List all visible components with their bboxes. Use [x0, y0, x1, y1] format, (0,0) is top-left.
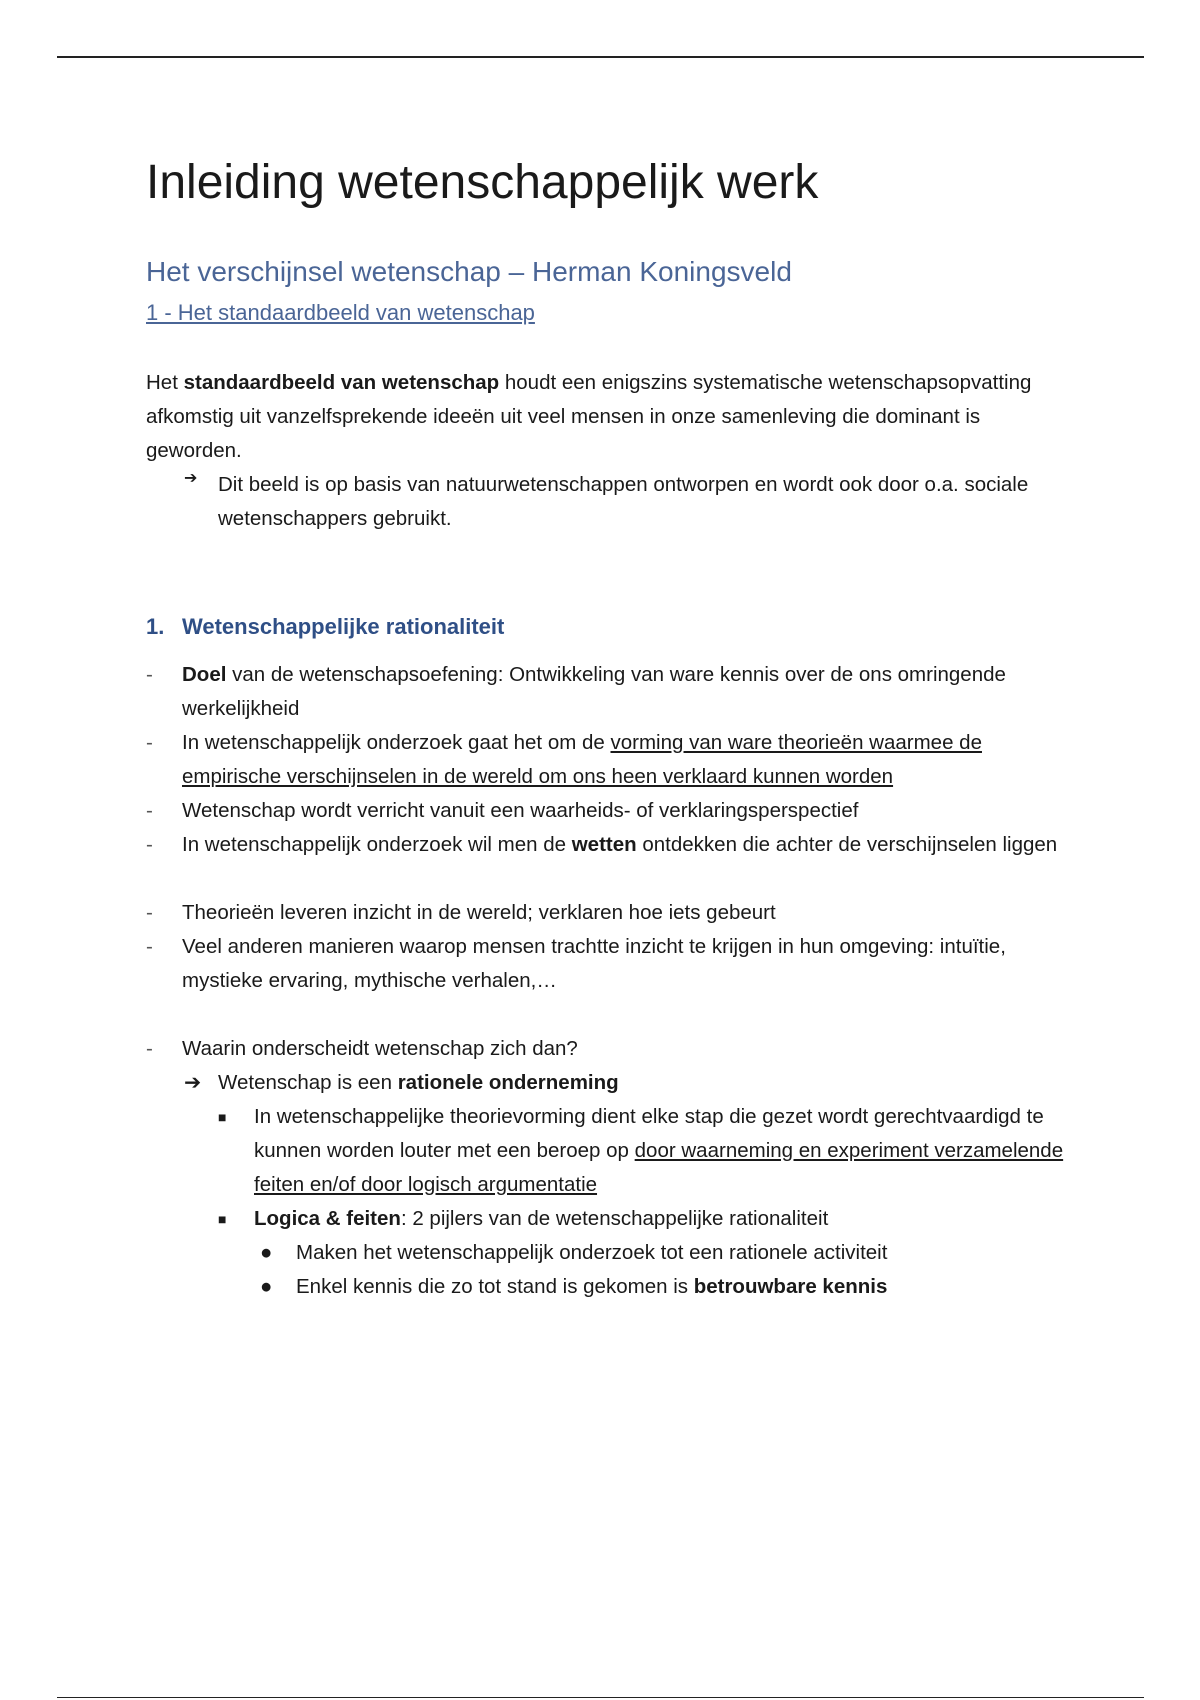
list-item: - In wetenschappelijk onderzoek gaat het om de vorming van ware theorieën waarmee de empirische verschijnselen in de wereld om ons heen verklaard kunnen worden: [146, 726, 1066, 794]
footer-rule: [57, 1697, 1144, 1698]
intro-arrow-item: ➔ Dit beeld is op basis van natuurwetenschappen ontworpen en wordt ook door o.a. sociale wetenschappers gebruikt.: [184, 468, 1066, 536]
intro-paragraph: Het standaardbeeld van wetenschap houdt een enigszins systematische wetenschapsopvatting afkomstig uit vanzelfsprekende ideeën uit veel mensen in onze samenleving die dominant is geworden.: [146, 370, 1032, 462]
list-item: - Wetenschap wordt verricht vanuit een waarheids- of verklaringsperspectief: [146, 794, 1066, 828]
square-bullet-icon: ■: [218, 1108, 227, 1125]
square-bullet-icon: ■: [218, 1210, 227, 1227]
document-subtitle: Het verschijnsel wetenschap – Herman Koningsveld: [146, 255, 792, 287]
header-rule: [57, 56, 1144, 58]
list-item: ■ Logica & feiten: 2 pijlers van de wetenschappelijke rationaliteit: [218, 1202, 1066, 1236]
list-item: ● Maken het wetenschappelijk onderzoek tot een rationele activiteit: [260, 1236, 1066, 1270]
list-item: - In wetenschappelijk onderzoek wil men de wetten ontdekken die achter de verschijnselen liggen: [146, 828, 1066, 862]
arrow-item: ➔ Wetenschap is een rationele onderneming: [184, 1066, 1066, 1100]
dash-icon: -: [146, 1036, 153, 1060]
dash-icon: -: [146, 662, 153, 686]
section-heading: 1. Wetenschappelijke rationaliteit: [146, 613, 505, 639]
dash-icon: -: [146, 832, 153, 856]
dash-icon: -: [146, 798, 153, 822]
document-page: [146, 140, 1066, 1304]
square-bullet-list: [146, 1100, 1066, 1236]
document-title: Inleiding wetenschappelijk werk: [146, 156, 819, 209]
list-item: - Veel anderen manieren waarop mensen trachtte inzicht te krijgen in hun omgeving: intuïtie, mystieke ervaring, mythische verhalen,…: [146, 930, 1066, 998]
dot-bullet-icon: ●: [260, 1240, 273, 1264]
bullet-list: [146, 896, 1066, 998]
list-item: ■ In wetenschappelijke theorievorming dient elke stap die gezet wordt gerechtvaardigd te kunnen worden louter met een beroep op door waarneming en experiment verzamelende feiten en/of door logisch argumentatie: [218, 1100, 1066, 1202]
arrow-icon: ➔: [184, 1070, 202, 1094]
list-item: - Doel van de wetenschapsoefening: Ontwikkeling van ware kennis over de ons omringende werkelijkheid: [146, 658, 1066, 726]
dot-bullet-icon: ●: [260, 1274, 273, 1298]
dash-icon: -: [146, 730, 153, 754]
list-item: - Waarin onderscheidt wetenschap zich dan?: [146, 1032, 1066, 1066]
dot-bullet-list: [146, 1236, 1066, 1304]
arrow-icon: ➔: [184, 469, 198, 487]
dash-icon: -: [146, 900, 153, 924]
section-link[interactable]: 1 - Het standaardbeeld van wetenschap: [146, 299, 535, 325]
list-item: - Theorieën leveren inzicht in de wereld; verklaren hoe iets gebeurt: [146, 896, 1066, 930]
dash-icon: -: [146, 934, 153, 958]
list-item: ● Enkel kennis die zo tot stand is gekomen is betrouwbare kennis: [260, 1270, 1066, 1304]
bullet-list: [146, 658, 1066, 862]
bullet-list: [146, 1032, 1066, 1066]
